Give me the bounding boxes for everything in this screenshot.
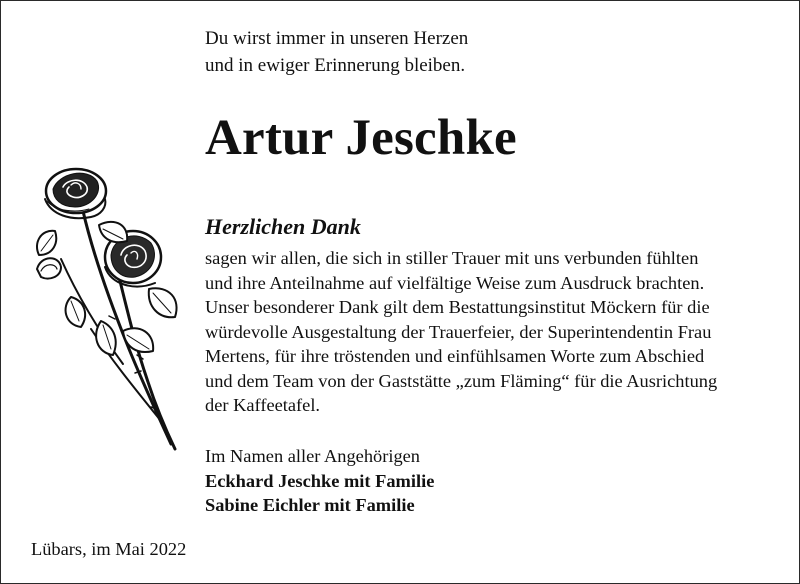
- thanks-heading: Herzlichen Dank: [205, 214, 361, 239]
- signoff-family-2: Sabine Eichler mit Familie: [205, 495, 415, 515]
- roses-illustration-icon: [31, 159, 191, 459]
- thanks-line: würdevolle Ausgestaltung der Trauerfeier, der Superintendentin Frau: [205, 321, 712, 342]
- upper-rose-icon: [45, 169, 106, 218]
- signoff-intro: Im Namen aller Angehörigen: [205, 446, 420, 466]
- signoff: [205, 444, 434, 518]
- thanks-line: und dem Team von der Gaststätte „zum Fläming“ für die Ausrichtung: [205, 370, 718, 391]
- memorial-motto: [205, 25, 468, 79]
- motto-line-1: Du wirst immer in unseren Herzen: [205, 28, 469, 49]
- deceased-name: Artur Jeschke: [205, 110, 517, 166]
- motto-line-2: und in ewiger Erinnerung bleiben.: [205, 55, 466, 76]
- thanks-line: und ihre Anteilnahme auf vielfältige Weise zum Ausdruck brachten.: [205, 272, 705, 293]
- signoff-family-1: Eckhard Jeschke mit Familie: [205, 470, 435, 491]
- place-date: Lübars, im Mai 2022: [31, 539, 187, 559]
- thanks-body: [205, 246, 717, 418]
- thanks-line: Unser besonderer Dank gilt dem Bestattungsinstitut Möckern für die: [205, 297, 710, 317]
- thanks-line: Mertens, für ihre tröstenden und einfühlsamen Worte zum Abschied: [205, 346, 705, 366]
- thanks-line: sagen wir allen, die sich in stiller Trauer mit uns verbunden fühlten: [205, 248, 699, 268]
- thanks-line: der Kaffeetafel.: [205, 395, 321, 415]
